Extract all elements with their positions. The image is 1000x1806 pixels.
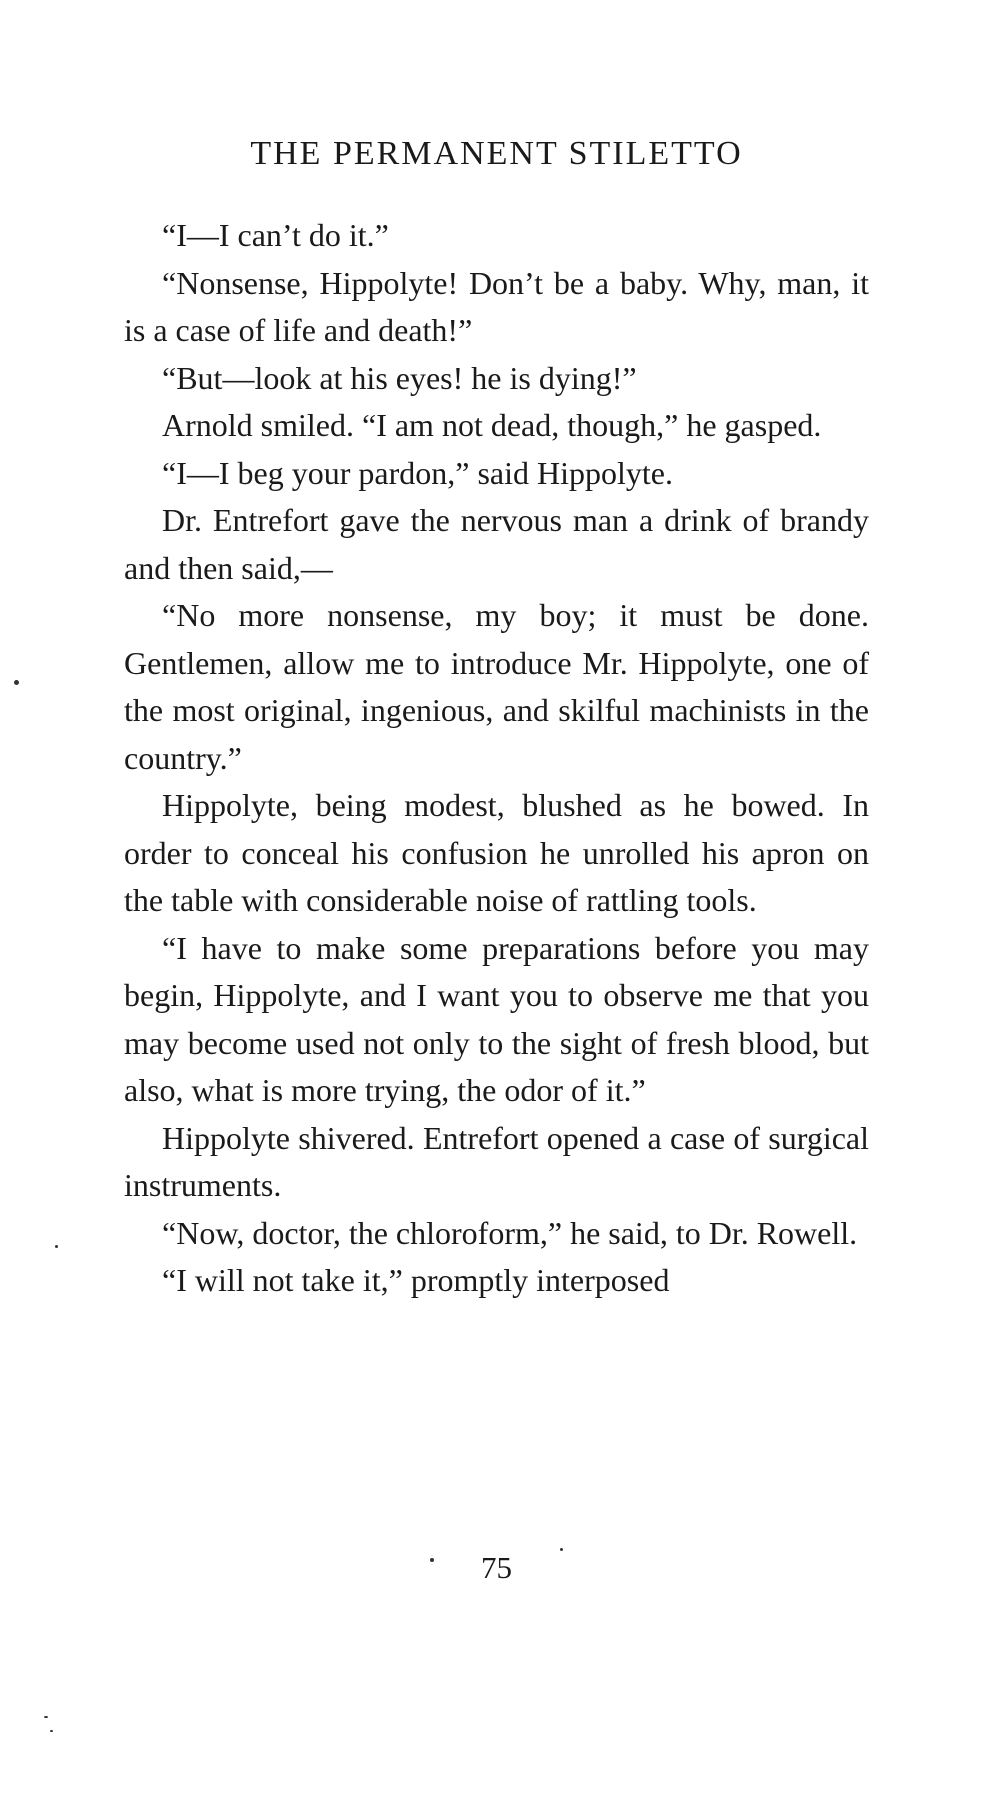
page-number: 75 [481,1550,512,1585]
running-head: THE PERMANENT STILETTO [250,135,743,172]
paragraph: Hippolyte shivered. Entrefort opened a case of surgical instruments. [124,1119,869,1203]
paragraph: “Nonsense, Hippolyte! Don’t be a baby. Why, man, it is a case of life and death!” [124,264,869,348]
scan-speck [50,1730,53,1732]
body-text [124,212,869,1305]
paragraph: “Now, doctor, the chloroform,” he said, to Dr. Rowell. [162,1214,858,1251]
scan-speck [44,1716,48,1718]
scan-speck [560,1548,563,1551]
paragraph: “I have to make some preparations before you may begin, Hippolyte, and I want you to observe me that you may become used not only to the sight of fresh blood, but also, what is more trying, the odor of it.” [124,929,869,1108]
paragraph: Hippolyte, being modest, blushed as he bowed. In order to conceal his confusion he unrolled his apron on the table with considerable noise of rattling tools. [124,787,869,918]
scan-speck [430,1558,434,1562]
scan-speck [14,680,19,685]
paragraph: “But—look at his eyes! he is dying!” [162,359,637,396]
paragraph: “I—I can’t do it.” [162,217,389,253]
paragraph: “I will not take it,” promptly interposed [162,1262,670,1298]
paragraph: “No more nonsense, my boy; it must be done. Gentlemen, allow me to introduce Mr. Hippolyte, one of the most original, ingenious, and skilful machinists in the country.” [124,597,869,776]
paragraph: “I—I beg your pardon,” said Hippolyte. [162,454,673,491]
paragraph: Arnold smiled. “I am not dead, though,” he gasped. [162,407,822,443]
scan-speck [55,1245,58,1248]
paragraph: Dr. Entrefort gave the nervous man a drink of brandy and then said,— [124,502,869,586]
